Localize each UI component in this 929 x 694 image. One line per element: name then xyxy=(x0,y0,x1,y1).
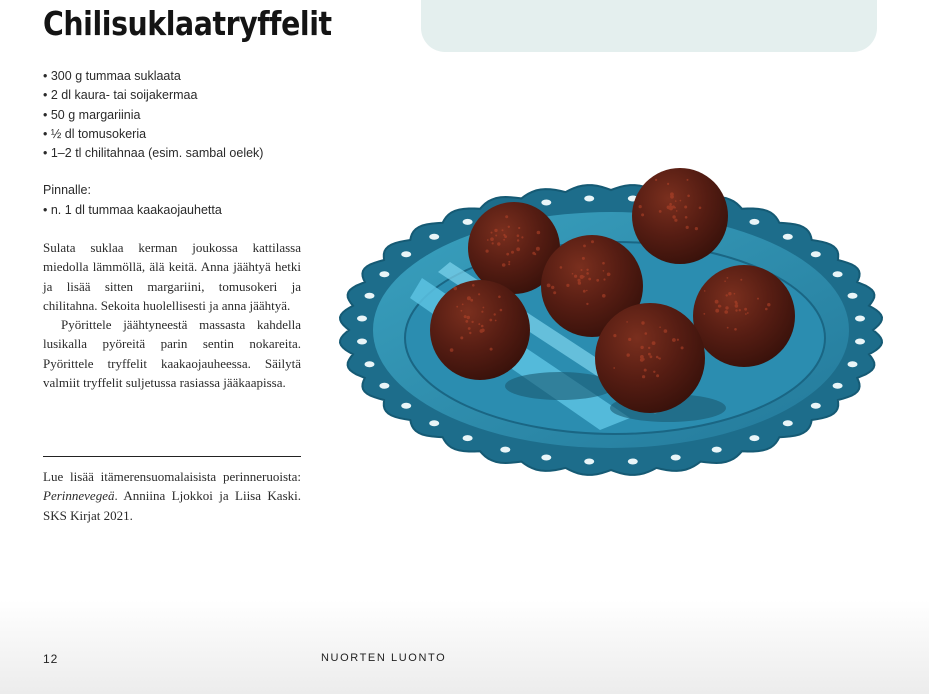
cocoa-dust xyxy=(517,239,519,241)
cocoa-dust xyxy=(547,284,551,288)
cocoa-dust xyxy=(502,263,506,267)
method-paragraph: Pyörittele jäähtyneestä massasta kahdella lusikalla pyöreitä parin sentin nokareita. Pyörittele tryffelit kaakaojauheessa. Säilytä valmiit tryffelit suljetussa rasiassa jääkaapissa. xyxy=(43,317,301,391)
plate-hole xyxy=(833,383,843,389)
plate-hole xyxy=(584,459,594,465)
plate-hole xyxy=(749,219,759,225)
cocoa-dust xyxy=(740,279,742,281)
cocoa-dust xyxy=(724,310,728,314)
cocoa-dust xyxy=(494,313,496,315)
cocoa-dust xyxy=(494,229,497,232)
cocoa-dust xyxy=(681,346,684,349)
cocoa-dust xyxy=(765,308,768,311)
cocoa-dust xyxy=(486,250,489,253)
cocoa-dust xyxy=(757,298,759,300)
method-paragraph: Sulata suklaa kerman joukossa kattilassa miedolla lämmöllä, älä keitä. Anna jäähtyä hetki ja lisää sitten margariini, tomusokeri ja chilitahna. Sekoita huolellisesti ja anna jäähtyä. xyxy=(43,240,301,313)
cocoa-dust xyxy=(674,207,676,209)
cocoa-dust xyxy=(685,216,688,219)
plate-hole xyxy=(628,459,638,465)
cocoa-dust xyxy=(461,310,463,312)
plate-hole xyxy=(401,251,411,257)
plate-hole xyxy=(811,251,821,257)
cocoa-dust xyxy=(490,237,494,241)
cocoa-dust xyxy=(704,290,706,292)
cocoa-dust xyxy=(489,319,492,322)
cocoa-dust xyxy=(724,280,726,282)
cocoa-dust xyxy=(725,306,728,309)
plate-hole xyxy=(541,455,551,461)
cocoa-dust xyxy=(596,279,599,282)
cocoa-dust xyxy=(687,179,689,181)
cocoa-dust xyxy=(641,213,644,216)
cocoa-dust xyxy=(586,290,588,292)
topping-list xyxy=(43,201,222,220)
plate-hole xyxy=(671,455,681,461)
cocoa-dust xyxy=(680,200,682,202)
cocoa-dust xyxy=(659,210,662,213)
cocoa-dust xyxy=(508,261,510,263)
cocoa-dust xyxy=(588,278,591,281)
cocoa-dust xyxy=(495,235,497,237)
cocoa-dust xyxy=(642,346,644,348)
cocoa-dust xyxy=(481,311,483,313)
cocoa-dust xyxy=(734,293,736,295)
plate-hole xyxy=(783,234,793,240)
cocoa-dust xyxy=(511,251,514,254)
cocoa-dust xyxy=(468,327,471,330)
plate-hole xyxy=(365,361,375,367)
cocoa-dust xyxy=(609,273,611,275)
cocoa-dust xyxy=(551,286,554,289)
cocoa-dust xyxy=(648,353,651,356)
cocoa-dust xyxy=(478,323,480,325)
cocoa-dust xyxy=(669,203,672,206)
cocoa-dust xyxy=(591,240,594,243)
cocoa-dust xyxy=(677,339,679,341)
cocoa-dust xyxy=(518,227,520,229)
method-text xyxy=(43,238,301,392)
plate-hole xyxy=(783,420,793,426)
recipe-title: Chilisuklaatryffelit xyxy=(43,4,332,43)
cocoa-dust xyxy=(521,236,523,238)
cocoa-dust xyxy=(560,266,563,269)
cocoa-dust xyxy=(656,374,659,377)
cocoa-dust xyxy=(744,308,747,311)
cocoa-dust xyxy=(703,313,705,315)
cocoa-dust xyxy=(718,305,721,308)
cocoa-dust xyxy=(652,341,656,345)
ingredient-item: • 2 dl kaura- tai soijakermaa xyxy=(43,86,263,105)
cocoa-dust xyxy=(603,278,605,280)
cocoa-dust xyxy=(454,287,458,291)
cocoa-dust xyxy=(686,226,689,229)
cocoa-dust xyxy=(644,369,647,372)
cocoa-dust xyxy=(553,291,556,294)
plate-hole xyxy=(379,271,389,277)
cocoa-dust xyxy=(534,253,536,255)
cocoa-dust xyxy=(687,195,690,198)
divider xyxy=(43,456,301,457)
cocoa-dust xyxy=(481,325,484,328)
cocoa-dust xyxy=(675,200,677,202)
plate-hole xyxy=(855,339,865,345)
cocoa-dust xyxy=(503,239,505,241)
cocoa-dust xyxy=(640,358,644,362)
cocoa-dust xyxy=(715,309,719,313)
cocoa-dust xyxy=(671,206,674,209)
cocoa-dust xyxy=(578,281,581,284)
further-reading-rest: . Anniina Ljokkoi ja Liisa Kaski. SKS Kirjat 2021. xyxy=(43,488,301,523)
cocoa-dust xyxy=(655,179,657,181)
topping-heading: Pinnalle: xyxy=(43,183,91,197)
cocoa-dust xyxy=(508,263,510,265)
cocoa-dust xyxy=(664,329,668,333)
cocoa-dust xyxy=(627,353,630,356)
cocoa-dust xyxy=(639,205,642,208)
cocoa-dust xyxy=(735,305,738,308)
plate-hole xyxy=(429,420,439,426)
cocoa-dust xyxy=(603,270,605,272)
cocoa-dust xyxy=(642,375,645,378)
plate-hole xyxy=(848,293,858,299)
plate-hole xyxy=(855,316,865,322)
cocoa-dust xyxy=(658,357,660,359)
cocoa-dust xyxy=(464,315,467,318)
plate-hole xyxy=(833,271,843,277)
plate-hole xyxy=(749,435,759,441)
cocoa-dust xyxy=(483,307,485,309)
ingredient-item: • 50 g margariinia xyxy=(43,106,263,125)
cocoa-dust xyxy=(583,290,586,293)
cocoa-dust xyxy=(728,292,731,295)
cocoa-dust xyxy=(506,253,509,256)
cocoa-dust xyxy=(583,276,585,278)
ingredient-item: • 1–2 tl chilitahnaa (esim. sambal oelek) xyxy=(43,144,263,163)
cocoa-dust xyxy=(498,296,501,299)
cocoa-dust xyxy=(487,239,489,241)
cocoa-dust xyxy=(471,321,473,323)
cocoa-dust xyxy=(602,262,605,265)
cocoa-dust xyxy=(478,293,480,295)
cocoa-dust xyxy=(715,300,719,304)
cocoa-dust xyxy=(495,320,497,322)
cocoa-dust xyxy=(465,320,468,323)
plate-hole xyxy=(379,383,389,389)
cocoa-dust xyxy=(626,321,628,323)
plate-hole xyxy=(541,200,551,206)
cocoa-dust xyxy=(586,272,589,275)
cocoa-dust xyxy=(566,284,569,287)
cocoa-dust xyxy=(672,215,675,218)
truffles-plate-illustration xyxy=(330,168,892,486)
decorative-panel xyxy=(421,0,877,52)
magazine-name: NUORTEN LUONTO xyxy=(321,652,447,664)
cocoa-dust xyxy=(645,332,648,335)
cocoa-dust xyxy=(670,192,674,196)
plate-hole xyxy=(463,219,473,225)
cocoa-dust xyxy=(641,321,644,324)
cocoa-dust xyxy=(574,275,577,278)
cocoa-dust xyxy=(650,355,653,358)
cocoa-dust xyxy=(456,306,458,308)
cocoa-dust xyxy=(582,257,585,260)
cocoa-dust xyxy=(516,247,520,251)
cocoa-dust xyxy=(747,312,749,314)
cocoa-dust xyxy=(536,247,540,251)
plate-hole xyxy=(463,435,473,441)
cocoa-dust xyxy=(586,269,588,271)
cocoa-dust xyxy=(502,229,504,231)
cocoa-dust xyxy=(469,332,471,334)
plate-hole xyxy=(712,447,722,453)
cocoa-dust xyxy=(684,206,687,209)
cocoa-dust xyxy=(503,234,505,236)
truffle xyxy=(632,168,728,264)
cocoa-dust xyxy=(537,231,541,235)
cocoa-dust xyxy=(490,348,493,351)
cocoa-dust xyxy=(470,299,473,302)
cocoa-dust xyxy=(581,269,583,271)
plate-hole xyxy=(429,234,439,240)
cocoa-dust xyxy=(659,326,661,328)
truffle xyxy=(595,303,705,413)
cocoa-dust xyxy=(577,279,580,282)
cocoa-dust xyxy=(583,245,586,248)
cocoa-dust xyxy=(628,338,631,341)
topping-item: • n. 1 dl tummaa kaakaojauhetta xyxy=(43,201,222,220)
cocoa-dust xyxy=(727,327,729,329)
cocoa-dust xyxy=(586,303,588,305)
cocoa-dust xyxy=(739,309,741,311)
ingredient-item: • 300 g tummaa suklaata xyxy=(43,67,263,86)
further-reading-lead: Lue lisää itämerensuomalaisista perinneruoista: xyxy=(43,469,301,484)
cocoa-dust xyxy=(517,234,520,237)
cocoa-dust xyxy=(613,367,615,369)
further-reading xyxy=(43,467,301,525)
cocoa-dust xyxy=(467,296,471,300)
cocoa-dust xyxy=(602,294,606,298)
cocoa-dust xyxy=(508,226,510,228)
cocoa-dust xyxy=(450,348,454,352)
cocoa-dust xyxy=(497,242,500,245)
cocoa-dust xyxy=(674,219,677,222)
cocoa-dust xyxy=(460,336,463,339)
book-title: Perinnevegeä xyxy=(43,488,115,504)
plate-hole xyxy=(500,447,510,453)
cocoa-dust xyxy=(462,304,464,306)
plate-hole xyxy=(584,196,594,202)
cocoa-dust xyxy=(491,232,493,234)
cocoa-dust xyxy=(467,316,470,319)
cocoa-dust xyxy=(726,294,728,296)
cocoa-dust xyxy=(667,183,669,185)
cocoa-dust xyxy=(745,313,747,315)
plate-hole xyxy=(357,316,367,322)
ingredient-item: • ½ dl tomusokeria xyxy=(43,125,263,144)
cocoa-dust xyxy=(727,277,729,279)
plate-hole xyxy=(848,361,858,367)
cocoa-dust xyxy=(735,302,738,305)
cocoa-dust xyxy=(676,210,678,212)
plate-hole xyxy=(811,403,821,409)
cocoa-dust xyxy=(648,347,650,349)
cocoa-dust xyxy=(767,303,770,306)
page-number: 12 xyxy=(43,652,59,666)
cocoa-dust xyxy=(480,329,484,333)
cocoa-dust xyxy=(492,242,494,244)
cocoa-dust xyxy=(699,207,702,210)
cocoa-dust xyxy=(472,284,475,287)
plate-hole xyxy=(401,403,411,409)
plate-hole xyxy=(357,339,367,345)
cocoa-dust xyxy=(672,338,676,342)
cocoa-dust xyxy=(734,328,737,331)
truffle xyxy=(693,265,795,367)
cocoa-dust xyxy=(505,215,508,218)
cocoa-dust xyxy=(572,273,574,275)
cocoa-dust xyxy=(695,227,698,230)
plate-hole xyxy=(365,293,375,299)
cocoa-dust xyxy=(500,309,503,312)
ingredient-list xyxy=(43,67,263,163)
cocoa-dust xyxy=(653,371,655,373)
cocoa-dust xyxy=(613,334,616,337)
cocoa-dust xyxy=(735,309,737,311)
